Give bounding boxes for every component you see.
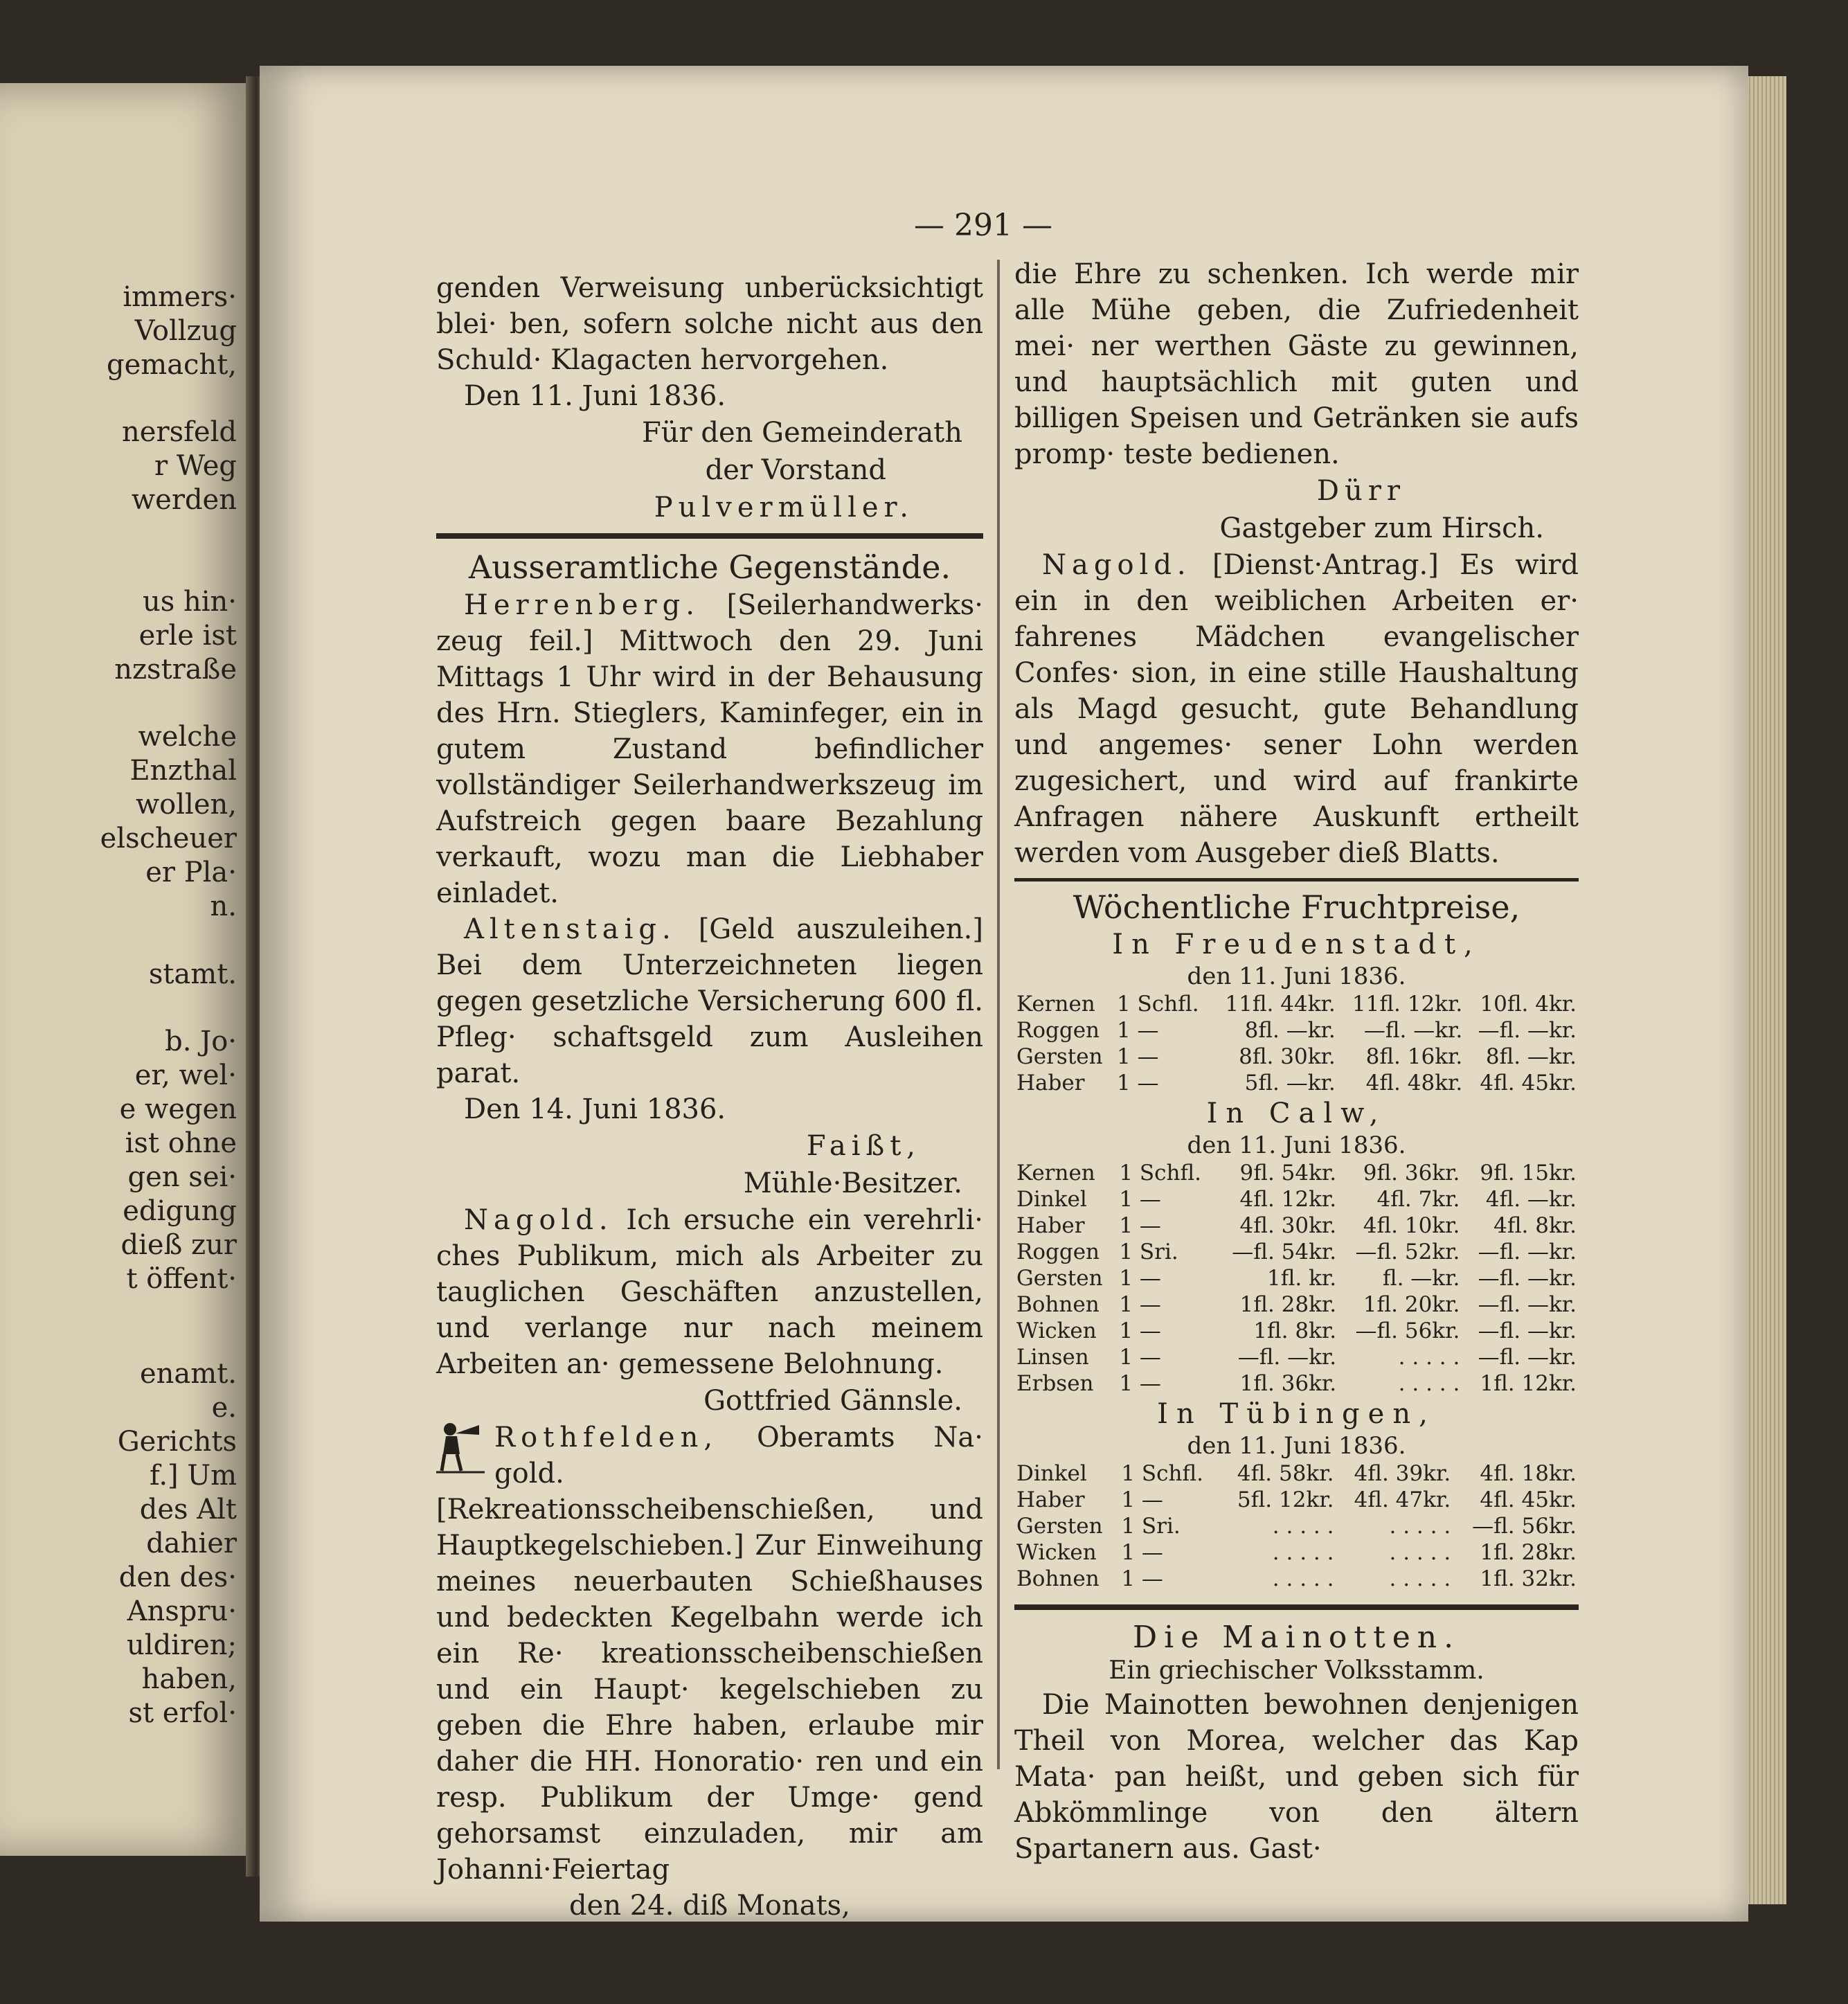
advert-text: [Dienst·Antrag.] Es wird ein in den weiblichen Arbeiten er· fahrenes Mädchen evangelischer Confes· sion, in eine stille Haushaltung als Magd gesucht, gute Behandlung und angemes· sener Lohn werden zugesichert, und wird auf frankirte Anfragen nähere Auskunft ertheilt werden vom Ausgeber dieß Blatts. [1014, 549, 1579, 869]
table-cell: —fl. —kr. [1478, 1292, 1577, 1317]
table-cell: Roggen [1016, 1018, 1100, 1043]
advert-text: Ich ersuche ein verehrli· ches Publikum, mich als Arbeiter zu tauglichen Geschäften anzustellen, und verlange nur nach meinem Arbeiten an· gemessene Belohnung. [436, 1204, 983, 1380]
table-cell: 1 Sri. [1119, 1240, 1178, 1264]
section-heading: Ausseramtliche Gegenstände. [468, 548, 951, 586]
signature-title: Gastgeber zum Hirsch. [1219, 512, 1544, 544]
table-cell: Haber [1016, 1487, 1085, 1512]
table-cell: 4fl. 8kr. [1493, 1213, 1577, 1238]
table-cell: . . . . . [1389, 1566, 1451, 1591]
table-row [1014, 1239, 1579, 1265]
table-cell: 1 — [1116, 1044, 1159, 1069]
left-page-text-fragment: e wegen [119, 1093, 237, 1125]
table-cell: 5fl. 12kr. [1237, 1487, 1334, 1512]
table-cell: —fl. 54kr. [1232, 1240, 1337, 1264]
table-cell: Bohnen [1016, 1566, 1100, 1591]
section-rule [436, 533, 983, 539]
table-cell: 4fl. 18kr. [1480, 1461, 1577, 1486]
table-cell: 1 Schfl. [1121, 1461, 1203, 1486]
signature-name: Gottfried Gännsle. [703, 1385, 962, 1417]
table-row [1014, 1370, 1579, 1397]
table-cell: 1 — [1119, 1187, 1161, 1212]
table-cell: 1 — [1116, 1071, 1159, 1095]
table-cell: 1 — [1119, 1213, 1161, 1238]
advert-nagold-service [1014, 547, 1579, 871]
table-row [1014, 1213, 1579, 1239]
article-subtitle: Ein griechischer Volksstamm. [1109, 1656, 1484, 1685]
column-divider [997, 260, 1000, 1769]
table-row [1014, 1291, 1579, 1318]
table-cell: Dinkel [1016, 1461, 1087, 1486]
market-title: In Freudenstadt, [1112, 929, 1481, 960]
table-cell: 8fl. —kr. [1485, 1044, 1577, 1069]
table-cell: 11fl. 12kr. [1352, 992, 1463, 1017]
left-page-text-fragment: enamt. [140, 1358, 237, 1390]
table-cell: 9fl. 54kr. [1239, 1161, 1337, 1186]
advert-herrenberg [436, 587, 983, 911]
signature-title: Mühle·Besitzer. [743, 1167, 962, 1199]
table-cell: 1fl. 36kr. [1239, 1371, 1337, 1396]
table-cell: —fl. —kr. [1237, 1345, 1337, 1370]
left-page-text-fragment: welche [138, 721, 237, 753]
table-row [1014, 1186, 1579, 1213]
table-cell: Kernen [1016, 1161, 1095, 1186]
left-page-text-fragment: werden [131, 484, 237, 516]
table-cell: . . . . . [1272, 1514, 1334, 1539]
table-row [1014, 1160, 1579, 1186]
table-cell: Haber [1016, 1213, 1085, 1238]
table-cell: 9fl. 36kr. [1363, 1161, 1460, 1186]
advert-date: Den 14. Juni 1836. [464, 1093, 726, 1125]
table-cell: Linsen [1016, 1345, 1089, 1370]
table-row [1014, 1070, 1579, 1096]
left-page-text-fragment: immers· [123, 281, 237, 313]
signature-name: Pulvermüller. [654, 492, 914, 524]
section-rule [1014, 1604, 1579, 1610]
table-cell: —fl. —kr. [1478, 1240, 1577, 1264]
table-cell: 11fl. 44kr. [1225, 992, 1336, 1017]
market-title: In Calw, [1206, 1098, 1387, 1129]
table-cell: 1 — [1119, 1318, 1161, 1343]
table-cell: 4fl. 7kr. [1376, 1187, 1460, 1212]
market-date: den 11. Juni 1836. [1187, 963, 1406, 990]
table-cell: 1 — [1119, 1292, 1161, 1317]
left-page-text-fragment: elscheuer [100, 823, 237, 855]
article-title: Die Mainotten. [1132, 1620, 1461, 1655]
table-row [1014, 1044, 1579, 1070]
horn-blower-icon [436, 1420, 485, 1474]
left-page-text-fragment: edigung [123, 1195, 237, 1227]
notice-continuation: genden Verweisung unberücksichtigt blei· ben, sofern solche nicht aus den Schuld· Klagacten hervorgehen. [436, 272, 983, 376]
market-date: den 11. Juni 1836. [1187, 1432, 1406, 1460]
table-row [1014, 1344, 1579, 1370]
table-cell: . . . . . [1398, 1371, 1460, 1396]
table-cell: 5fl. —kr. [1244, 1071, 1336, 1095]
advert-text: Oberamts Na· gold. [Rekreationsscheibenschießen, und Hauptkegelschieben.] Zur Einweihung meines neuerbauten Schießhauses und bedeckten Kegelbahn werde ich ein Re· kreationsscheibenschießen und ein Haupt· kegelschieben zu geben die Ehre haben, erlaube mir daher die HH. Honoratio· ren und ein resp. Publikum der Umge· gend gehorsamst einzuladen, mir am Johanni·Feiertag [436, 1422, 983, 1886]
table-cell: . . . . . [1389, 1514, 1451, 1539]
left-page-text-fragment: gemacht, [106, 349, 237, 381]
place-name: Rothfelden, [494, 1422, 719, 1453]
table-row [1014, 1017, 1579, 1044]
left-page-text-fragment: haben, [141, 1663, 237, 1695]
left-page-text-fragment: us hin· [142, 586, 237, 618]
table-cell: 10fl. 4kr. [1480, 992, 1577, 1017]
table-cell: —fl. 56kr. [1472, 1514, 1577, 1539]
left-page-text-fragment: Anspru· [127, 1595, 237, 1627]
left-page-text-fragment: nzstraße [114, 654, 237, 686]
table-cell: Wicken [1016, 1540, 1097, 1565]
left-page-text-fragment: dieß zur [120, 1229, 237, 1261]
table-cell: . . . . . [1272, 1566, 1334, 1591]
left-page-text-fragment: st erfol· [128, 1697, 237, 1729]
table-cell: 4fl. 39kr. [1354, 1461, 1451, 1486]
table-cell: 1 — [1119, 1371, 1161, 1396]
table-cell: —fl. —kr. [1478, 1345, 1577, 1370]
advert-text: [Seilerhandwerks· zeug feil.] Mittwoch den 29. Juni Mittags 1 Uhr wird in der Behausung des Hrn. Stieglers, Kaminfeger, ein in gutem Zustand befindlicher vollständiger Seilerhandwerkszeug im Aufstreich gegen baare Bezahlung verkauft, wozu man die Liebhaber einladet. [436, 589, 983, 909]
market-date: den 11. Juni 1836. [1187, 1131, 1406, 1159]
left-page-text-fragment: r Weg [154, 450, 237, 482]
column-left [436, 270, 983, 1924]
price-table [1014, 1160, 1579, 1397]
table-cell: 4fl. 48kr. [1365, 1071, 1463, 1095]
left-page-text-fragment: Enzthal [129, 755, 237, 787]
left-page-text-fragment: e. [211, 1392, 237, 1424]
left-page-text-fragment: erle ist [138, 620, 237, 652]
left-page-text-fragment: t öffent· [126, 1263, 237, 1295]
left-page-text-fragment: wollen, [135, 789, 237, 821]
advert-rothfelden [436, 1420, 983, 1888]
left-page-text-fragment: er Pla· [145, 857, 237, 888]
left-page-text-fragment: Vollzug [134, 315, 237, 347]
signature-name: Dürr [1316, 475, 1406, 507]
signature-line: Für den Gemeinderath [642, 417, 962, 449]
table-cell: 8fl. 16kr. [1365, 1044, 1463, 1069]
table-cell: 1fl. 28kr. [1239, 1292, 1337, 1317]
table-cell: Wicken [1016, 1318, 1097, 1343]
table-cell: 1fl. 28kr. [1480, 1540, 1577, 1565]
table-cell: 4fl. 58kr. [1237, 1461, 1334, 1486]
table-cell: 4fl. 12kr. [1239, 1187, 1337, 1212]
table-row [1014, 1539, 1579, 1566]
table-cell: 4fl. —kr. [1485, 1187, 1577, 1212]
table-cell: 1 — [1121, 1540, 1163, 1565]
left-page-text-fragment: uldiren; [127, 1629, 237, 1661]
table-row [1014, 1487, 1579, 1513]
table-cell: Gersten [1016, 1266, 1103, 1291]
table-cell: Dinkel [1016, 1187, 1087, 1212]
left-page-text-fragment: b. Jo· [165, 1026, 237, 1057]
advert-text: [Geld auszuleihen.] Bei dem Unterzeichneten liegen gegen gesetzliche Versicherung 600 fl. Pfleg· schaftsgeld zum Ausleihen parat. [436, 913, 983, 1089]
table-cell: fl. —kr. [1382, 1266, 1460, 1291]
table-cell: 8fl. —kr. [1244, 1018, 1336, 1043]
table-cell: 1 — [1121, 1487, 1163, 1512]
left-page-text-fragment: stamt. [148, 958, 237, 990]
left-page-text-fragment: den des· [118, 1562, 237, 1593]
table-cell: 1fl. kr. [1266, 1266, 1337, 1291]
table-row [1014, 1566, 1579, 1592]
left-page-text-fragment: n. [210, 891, 237, 922]
left-page-text-fragment: ist ohne [125, 1127, 237, 1159]
left-page-text-fragment: gen sei· [127, 1161, 237, 1193]
table-cell: 1 Schfl. [1116, 992, 1199, 1017]
table-cell: 1 Sri. [1121, 1514, 1181, 1539]
advert-altenstaig [436, 911, 983, 1091]
table-cell: 8fl. 30kr. [1239, 1044, 1336, 1069]
place-name: Nagold. [464, 1204, 613, 1236]
place-name: Altenstaig. [464, 913, 676, 945]
left-page-text-fragment: Gerichts [117, 1426, 237, 1458]
table-cell: —fl. 56kr. [1355, 1318, 1460, 1343]
left-page-text-fragment: des Alt [139, 1494, 237, 1526]
market-title: In Tübingen, [1157, 1398, 1436, 1430]
table-cell: —fl. 52kr. [1355, 1240, 1460, 1264]
table-cell: 4fl. 47kr. [1354, 1487, 1451, 1512]
left-page [0, 83, 249, 1856]
table-cell: —fl. —kr. [1478, 1318, 1577, 1343]
table-cell: Gersten [1016, 1514, 1103, 1539]
price-table [1014, 1460, 1579, 1592]
advert-nagold-worker [436, 1202, 983, 1382]
place-name: Herrenberg. [464, 589, 700, 621]
table-cell: Haber [1016, 1071, 1085, 1095]
table-row [1014, 991, 1579, 1017]
table-cell: Kernen [1016, 992, 1095, 1017]
advert-date: den 24. diß Monats, [569, 1890, 850, 1922]
left-page-text-fragment: f.] Um [149, 1460, 237, 1492]
table-cell: 4fl. 45kr. [1480, 1071, 1577, 1095]
table-cell: 1fl. 8kr. [1253, 1318, 1337, 1343]
table-cell: Bohnen [1016, 1292, 1100, 1317]
table-cell: 4fl. 10kr. [1363, 1213, 1460, 1238]
table-cell: 1 — [1119, 1345, 1161, 1370]
advert-continuation: die Ehre zu schenken. Ich werde mir alle Mühe geben, die Zufriedenheit mei· ner werthen Gäste zu gewinnen, und hauptsächlich mit guten und billigen Speisen und Getränken sie aufs promp· teste bedienen. [1014, 258, 1579, 470]
table-cell: Roggen [1016, 1240, 1100, 1264]
table-cell: 4fl. 30kr. [1239, 1213, 1337, 1238]
table-row [1014, 1513, 1579, 1539]
left-page-text-fragment: dahier [146, 1528, 237, 1559]
signature-line: der Vorstand [705, 454, 886, 486]
page-number: — 291 — [914, 208, 1052, 243]
table-cell: 1 — [1116, 1018, 1159, 1043]
table-cell: —fl. —kr. [1478, 1266, 1577, 1291]
table-cell: —fl. —kr. [1478, 1018, 1577, 1043]
section-rule [1014, 878, 1579, 882]
table-cell: . . . . . [1398, 1345, 1460, 1370]
table-cell: 1 Schfl. [1119, 1161, 1202, 1186]
notice-date: Den 11. Juni 1836. [464, 380, 726, 412]
table-cell: . . . . . [1272, 1540, 1334, 1565]
table-cell: —fl. —kr. [1363, 1018, 1463, 1043]
table-cell: 1fl. 12kr. [1480, 1371, 1577, 1396]
prices-heading: Wöchentliche Fruchtpreise, [1073, 888, 1520, 926]
left-page-text-fragment: nersfeld [122, 416, 237, 448]
place-name: Nagold. [1042, 549, 1192, 581]
table-cell: Gersten [1016, 1044, 1103, 1069]
left-page-text-fragment: er, wel· [134, 1059, 237, 1091]
grain-prices [1014, 927, 1579, 1592]
signature-name: Faißt, [806, 1130, 921, 1162]
table-cell: Erbsen [1016, 1371, 1094, 1396]
article-text: Die Mainotten bewohnen denjenigen Theil von Morea, welcher das Kap Mata· pan heißt, und geben sich für Abkömmlinge von den ältern Spartanern aus. Gast· [1014, 1689, 1579, 1865]
table-cell: 4fl. 45kr. [1480, 1487, 1577, 1512]
table-cell: 1fl. 32kr. [1480, 1566, 1577, 1591]
price-table [1014, 991, 1579, 1096]
table-row [1014, 1318, 1579, 1344]
table-cell: 9fl. 15kr. [1480, 1161, 1577, 1186]
table-row [1014, 1460, 1579, 1487]
table-cell: 1 — [1119, 1266, 1161, 1291]
column-right [1014, 256, 1579, 1867]
table-cell: . . . . . [1389, 1540, 1451, 1565]
table-cell: 1 — [1121, 1566, 1163, 1591]
table-row [1014, 1265, 1579, 1291]
table-cell: 1fl. 20kr. [1363, 1292, 1460, 1317]
